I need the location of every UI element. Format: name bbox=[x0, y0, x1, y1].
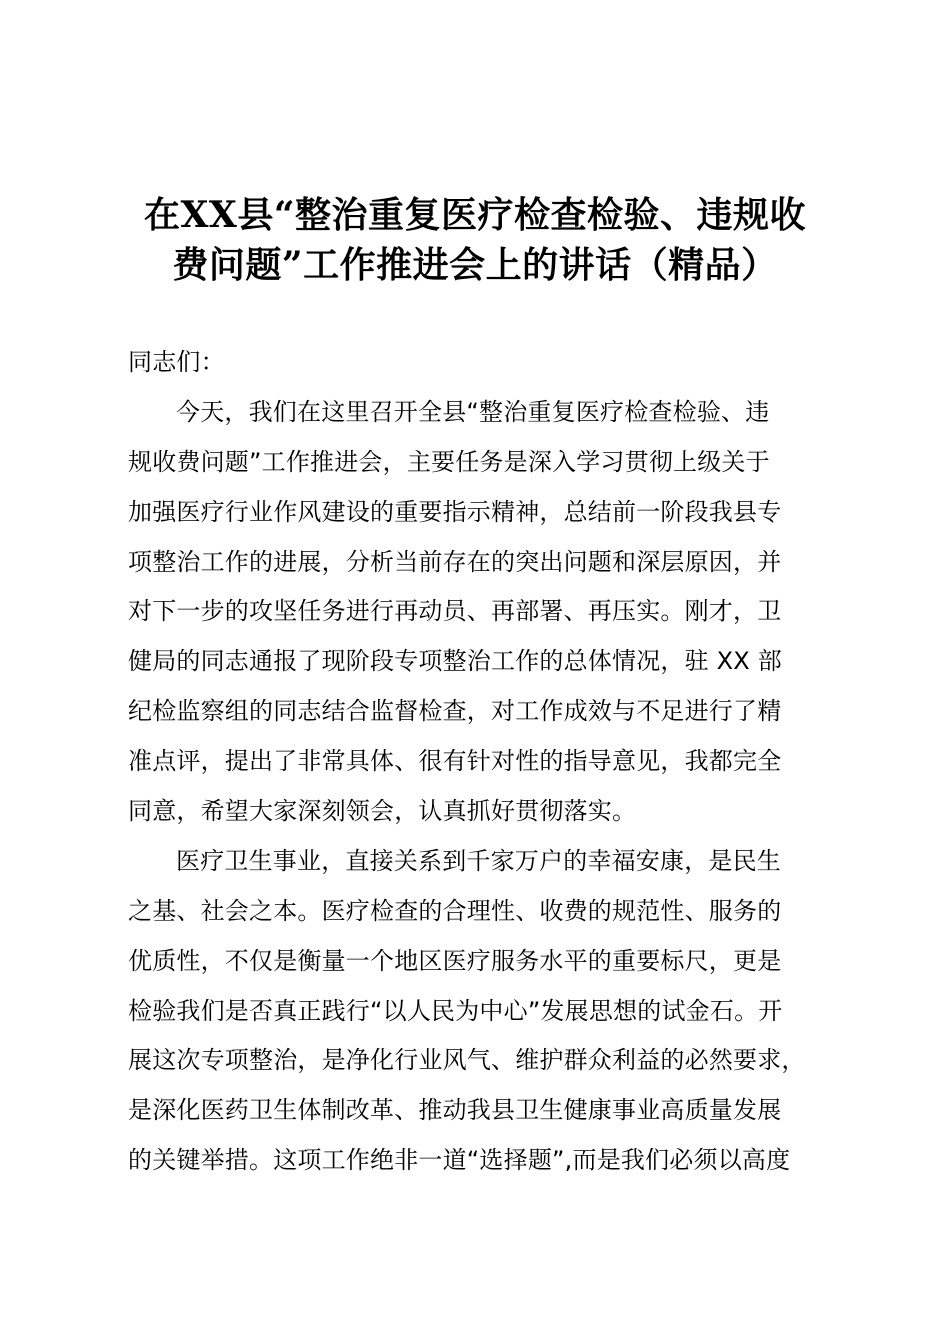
paragraph-2-line-3: 优质性，不仅是衡量一个地区医疗服务水平的重要标尺，更是 bbox=[128, 946, 782, 975]
title-line-1: 在XX县“整治重复医疗检查检验、违规收 bbox=[143, 194, 807, 236]
paragraph-1-line-9: 同意，希望大家深刻领会，认真抓好贯彻落实。 bbox=[128, 797, 637, 826]
paragraph-1-line-3: 加强医疗行业作风建设的重要指示精神，总结前一阶段我县专 bbox=[128, 497, 782, 526]
document-title bbox=[110, 190, 840, 290]
paragraph-2-line-6: 是深化医药卫生体制改革、推动我县卫生健康事业高质量发展 bbox=[128, 1096, 782, 1125]
paragraph-1-line-2: 规收费问题”工作推进会，主要任务是深入学习贯彻上级关于 bbox=[128, 447, 770, 476]
salutation: 同志们： bbox=[128, 348, 225, 376]
paragraph-1-line-4: 项整治工作的进展，分析当前存在的突出问题和深层原因，并 bbox=[128, 547, 782, 576]
paragraph-2-line-4: 检验我们是否真正践行“以人民为中心”发展思想的试金石。开 bbox=[128, 996, 783, 1025]
paragraph-2-line-5: 展这次专项整治，是净化行业风气、维护群众利益的必然要求， bbox=[128, 1046, 806, 1075]
paragraph-2-line-2: 之基、社会之本。医疗检查的合理性、收费的规范性、服务的 bbox=[128, 896, 782, 925]
paragraph-2-line-7: 的关键举措。这项工作绝非一道“选择题”,而是我们必须以高度 bbox=[128, 1146, 791, 1175]
title-line-2: 费问题”工作推进会上的讲话（精品） bbox=[172, 244, 778, 286]
document-body bbox=[128, 338, 828, 1186]
paragraph-2-line-1: 医疗卫生事业，直接关系到千家万户的幸福安康，是民生 bbox=[176, 846, 781, 875]
paragraph-1-line-5: 对下一步的攻坚任务进行再动员、再部署、再压实。刚才，卫 bbox=[128, 597, 782, 626]
paragraph-1-line-1: 今天，我们在这里召开全县“整治重复医疗检查检验、违 bbox=[176, 397, 770, 426]
paragraph-1-line-8: 准点评，提出了非常具体、很有针对性的指导意见，我都完全 bbox=[128, 747, 782, 776]
paragraph-1-line-6: 健局的同志通报了现阶段专项整治工作的总体情况，驻 XX 部 bbox=[128, 647, 782, 676]
paragraph-1-line-7: 纪检监察组的同志结合监督检查，对工作成效与不足进行了精 bbox=[128, 697, 782, 726]
